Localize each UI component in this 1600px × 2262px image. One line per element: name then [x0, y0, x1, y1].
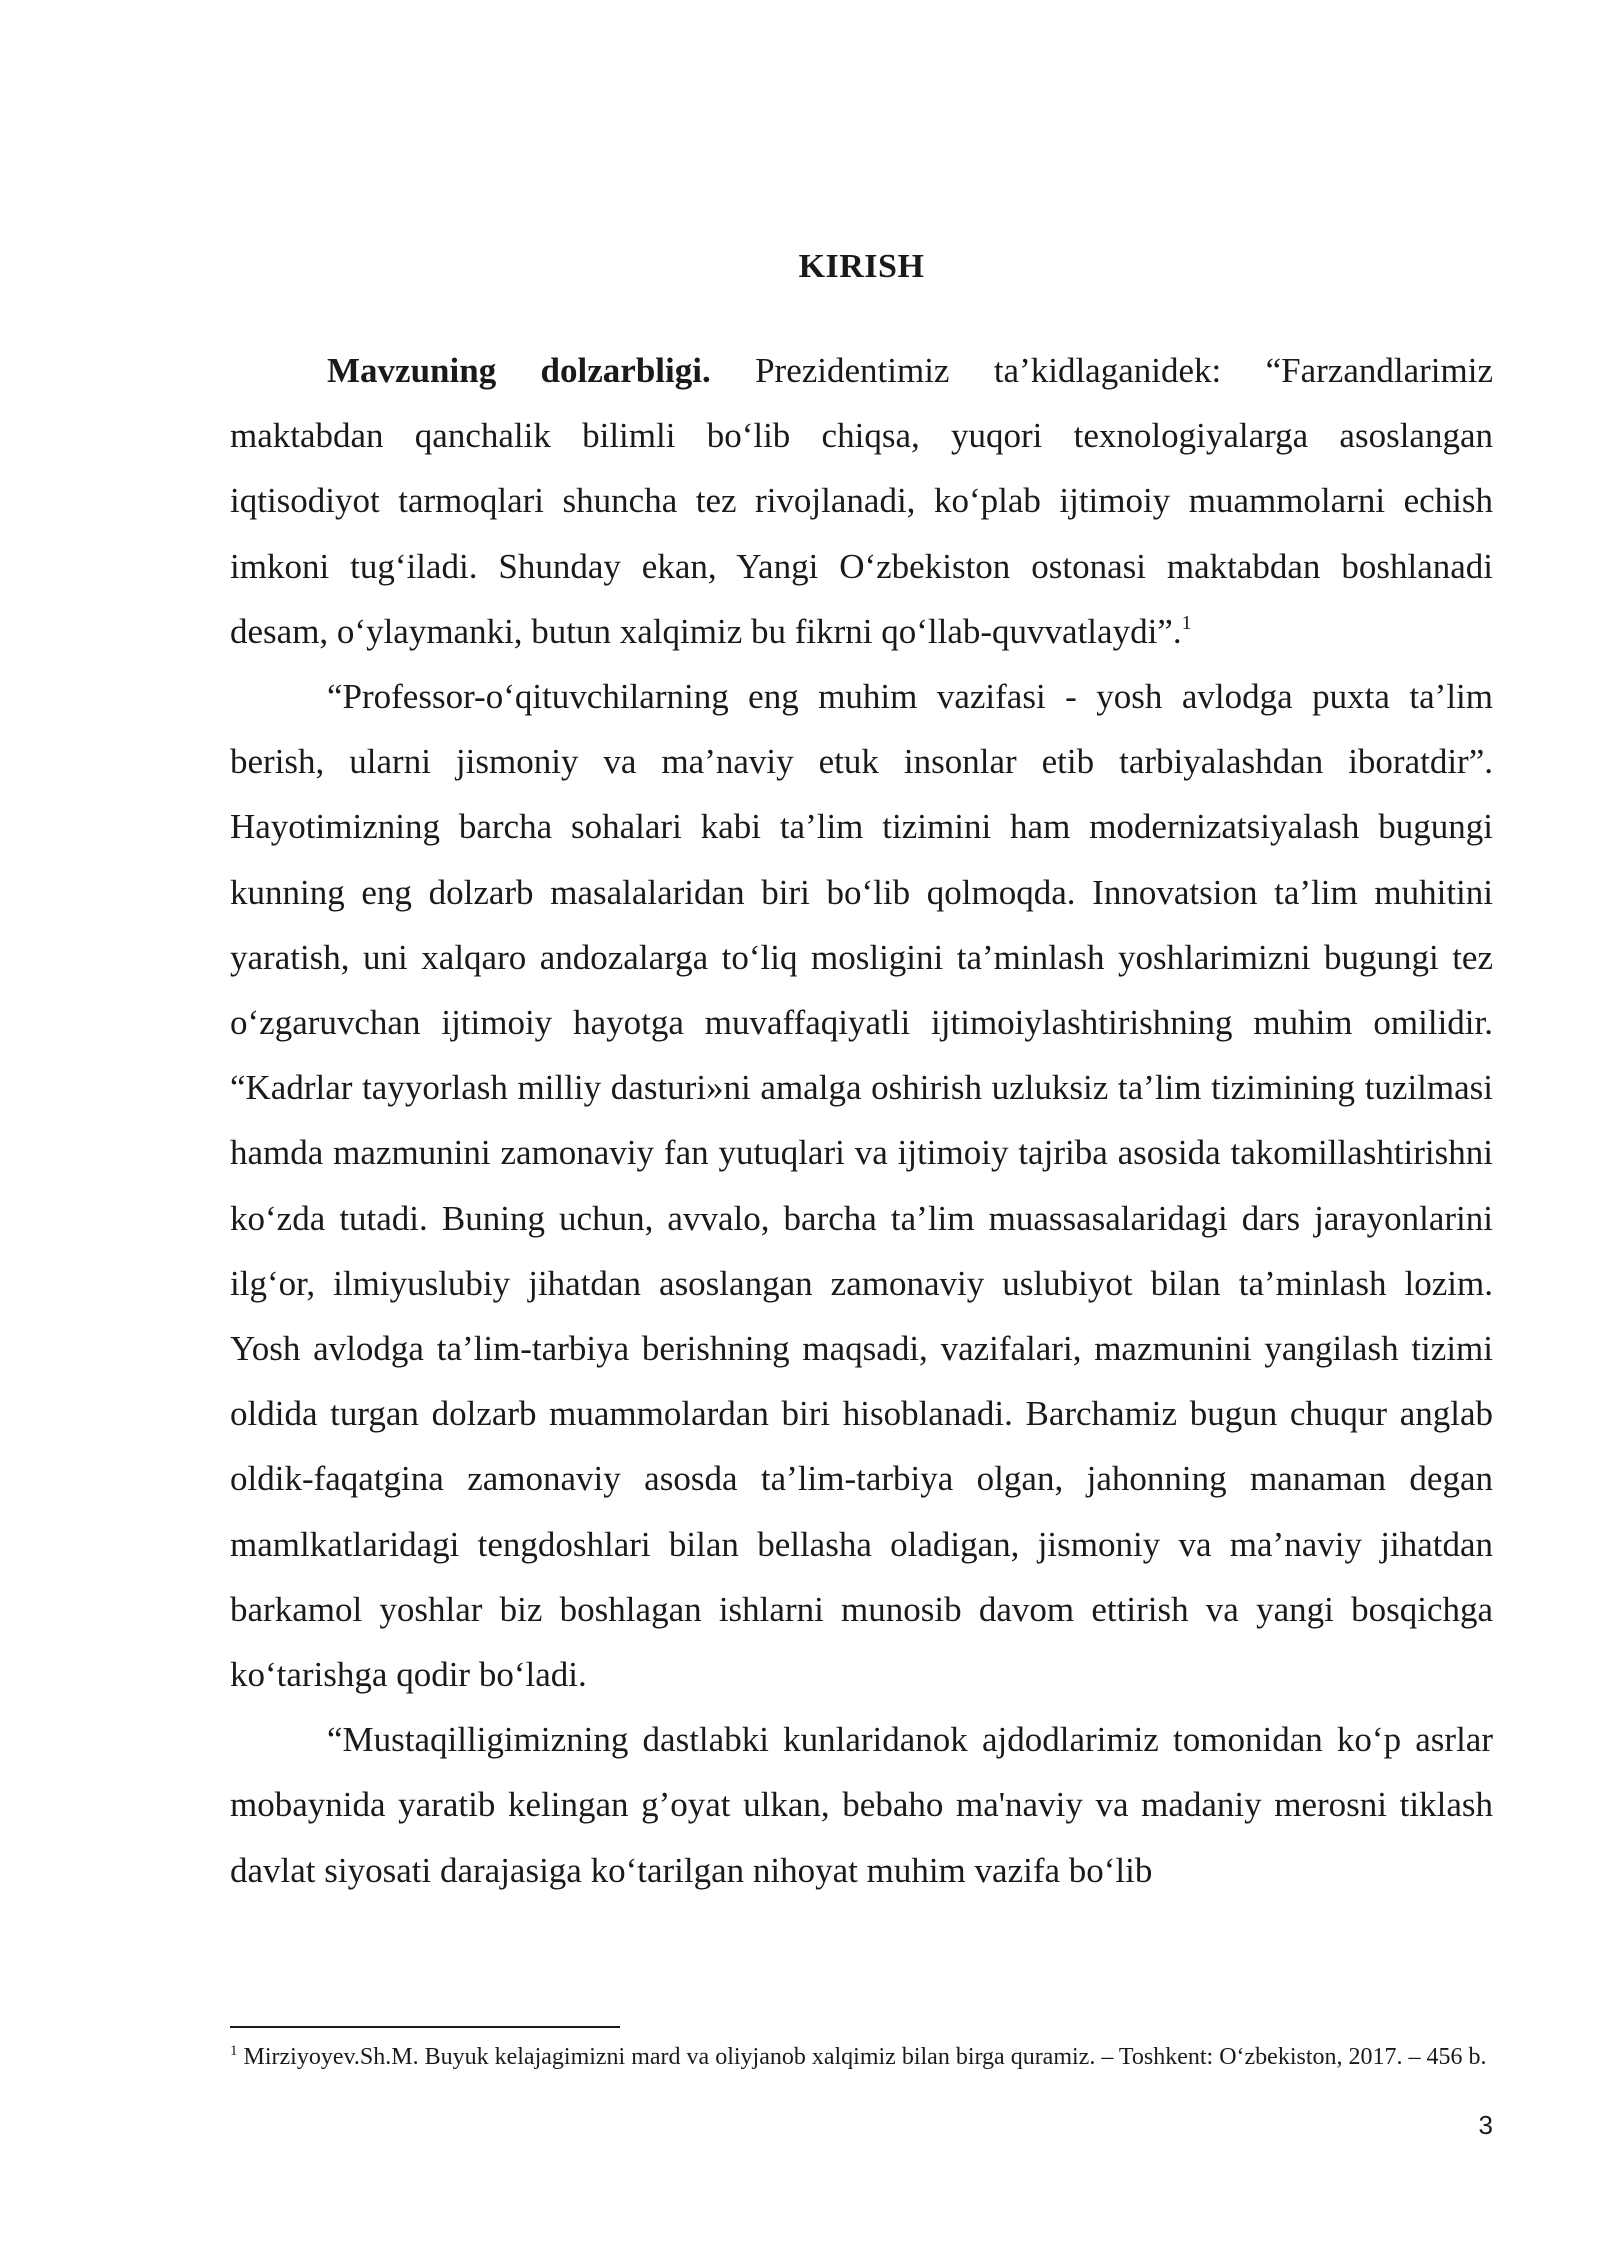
- footnote-marker: 1: [230, 2043, 238, 2059]
- footnote: [230, 2042, 1493, 2073]
- body-text: [230, 338, 1493, 1903]
- paragraph-lead: Mavzuning dolzarbligi.: [327, 351, 711, 390]
- footnote-separator: [230, 2026, 620, 2028]
- paragraph-1: [230, 338, 1493, 664]
- paragraph-3: “Mustaqilligimizning dastlabki kunlaridanok ajdodlarimiz tomonidan ko‘p asrlar mobaynida yaratib kelingan g’oyat ulkan, bebaho ma'naviy va madaniy merosni tiklash davlat siyosati darajasiga ko‘tarilgan nihoyat muhim vazifa bo‘lib: [230, 1720, 1493, 1890]
- footnote-reference[interactable]: 1: [1181, 611, 1192, 634]
- footnote-text: Mirziyoyev.Sh.M. Buyuk kelajagimizni mard va oliyjanob xalqimiz bilan birga quramiz. – Toshkent: O‘zbekiston, 2017. – 456 b.: [237, 2044, 1487, 2070]
- page-title: KIRISH: [798, 248, 925, 285]
- paragraph-2: “Professor-o‘qituvchilarning eng muhim vazifasi - yosh avlodga puxta ta’lim berish, ularni jismoniy va ma’naviy etuk insonlar etib tarbiyalashdan iboratdir”. Hayotimizning barcha sohalari kabi ta’lim tizimini ham modernizatsiyalash bugungi kunning eng dolzarb masalalaridan biri bo‘lib qolmoqda. Innovatsion ta’lim muhitini yaratish, uni xalqaro andozalarga to‘liq mosligini ta’minlash yoshlarimizni bugungi tez o‘zgaruvchan ijtimoiy hayotga muvaffaqiyatli ijtimoiylashtirishning muhim omilidir. “Kadrlar tayyorlash milliy dasturi»ni amalga oshirish uzluksiz ta’lim tizimining tuzilmasi hamda mazmunini zamonaviy fan yutuqlari va ijtimoiy tajriba asosida takomillashtirishni ko‘zda tutadi. Buning uchun, avvalo, barcha ta’lim muassasalaridagi dars jarayonlarini ilg‘or, ilmiyuslubiy jihatdan asoslangan zamonaviy uslubiyot bilan ta’minlash lozim. Yosh avlodga ta’lim-tarbiya berishning maqsadi, vazifalari, mazmunini yangilash tizimi oldida turgan dolzarb muammolardan biri hisoblanadi. Barchamiz bugun chuqur anglab oldik-faqatgina zamonaviy asosda ta’lim-tarbiya olgan, jahonning manaman degan mamlkatlaridagi tengdoshlari bilan bellasha oladigan, jismoniy va ma’naviy jihatdan barkamol yoshlar biz boshlagan ishlarni munosib davom ettirish va yangi bosqichga ko‘tarishga qodir bo‘ladi.: [230, 677, 1493, 1695]
- paragraph-text: Prezidentimiz ta’kidlaganidek: “Farzandlarimiz maktabdan qanchalik bilimli bo‘lib chiqsa, yuqori texnologiyalarga asoslangan iqtisodiyot tarmoqlari shuncha tez rivojlanadi, ko‘plab ijtimoiy muammolarni echish imkoni tug‘iladi. Shunday ekan, Yangi O‘zbekiston ostonasi maktabdan boshlanadi desam, o‘ylaymanki, butun xalqimiz bu fikrni qo‘llab-quvvatlaydi”.: [230, 351, 1493, 651]
- page-number: 3: [1478, 2110, 1493, 2140]
